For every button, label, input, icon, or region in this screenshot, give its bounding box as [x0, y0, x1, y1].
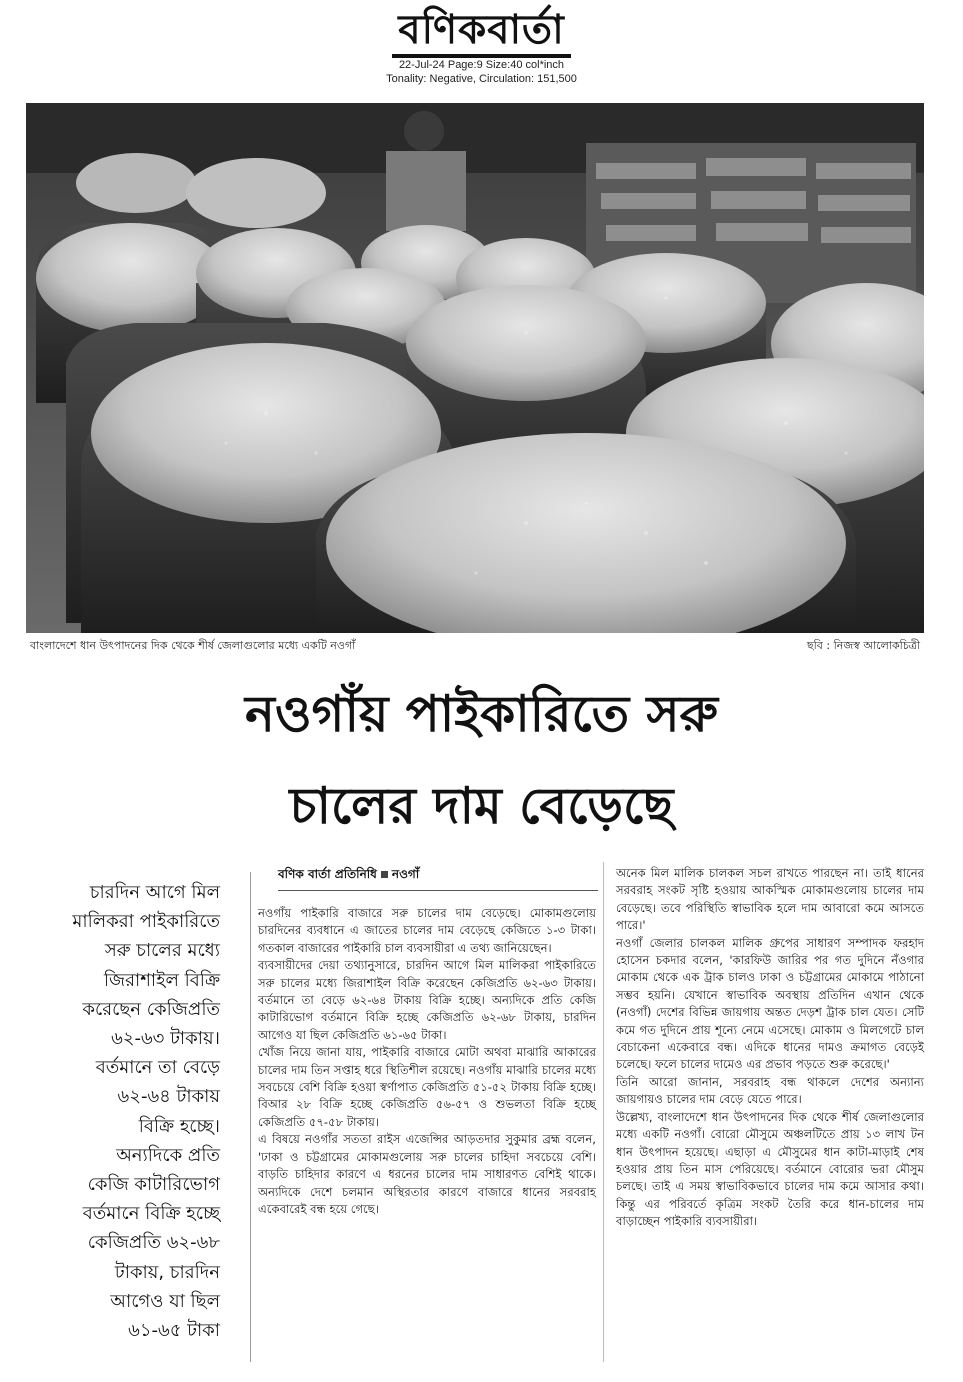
article-column-1 [258, 905, 596, 1218]
pull-quote-line: বিক্রি হচ্ছে। [138, 1115, 220, 1137]
photo-credit: ছবি : নিজস্ব আলোকচিত্রী [806, 639, 920, 652]
byline-reporter: বণিক বার্তা প্রতিনিধি [278, 867, 377, 881]
clipping-meta-line-1: 22-Jul-24 Page:9 Size:40 col*inch [398, 59, 565, 71]
byline [278, 866, 598, 891]
column-divider [603, 862, 604, 1362]
pull-quote-line: সরু চালের মধ্যে [104, 940, 220, 962]
byline-location: নওগাঁ [391, 867, 420, 881]
news-photo [26, 103, 924, 633]
pull-quote-line: জিরাশাইল বিক্রি [103, 969, 220, 991]
pull-quote-line: মালিকরা পাইকারিতে [72, 911, 220, 933]
pull-quote-line: অন্যদিকে প্রতি [116, 1144, 220, 1166]
pull-quote-line: ৬২-৬৪ টাকায় [117, 1086, 220, 1108]
article-paragraph: অনেক মিল মালিক চালকল সচল রাখতে পারছেন না। তাই ধানের সরবরাহ সংকট সৃষ্টি হওয়ায় আকস্মিক মোকামগুলোয় চালের দাম বেড়েছে। তবে পরিস্থিতি স্বাভাবিক হলে দাম আবারো কমে আসতে পারে।' [616, 866, 924, 933]
article-paragraph: নওগাঁয় পাইকারি বাজারে সরু চালের দাম বেড়েছে। মোকামগুলোয় চারদিনের ব্যবধানে এ জাতের চালের দাম বেড়েছে কেজিতে ১-৩ টাকা। গতকাল বাজারের পাইকারি চাল ব্যবসায়ীরা এ তথ্য জানিয়েছেন। [258, 906, 596, 955]
headline-line-1: নওগাঁয় পাইকারিতে সরু [245, 685, 718, 743]
pull-quote [22, 878, 220, 1345]
pull-quote-line: করেছেন কেজিপ্রতি [82, 998, 220, 1020]
headline-line-2: চালের দাম বেড়েছে [289, 777, 674, 835]
pull-quote-line: কেজিপ্রতি ৬২-৬৮ [87, 1232, 220, 1254]
pull-quote-line: টাকায়, চারদিন [114, 1261, 220, 1283]
article-column-2 [616, 865, 924, 1231]
pull-quote-line: ৬১-৬৫ টাকা [128, 1320, 220, 1342]
photo-caption-row [26, 636, 924, 656]
pull-quote-line: বর্তমানে তা বেড়ে [95, 1057, 220, 1079]
newspaper-logo: বণিকবার্তা [392, 6, 570, 58]
column-divider [250, 872, 251, 1362]
article-paragraph: তিনি আরো জানান, সরবরাহ বন্ধ থাকলে দেশের অন্যান্য জায়গায়ও চালের দাম বেড়ে যেতে পারে। [616, 1074, 924, 1107]
headline [20, 668, 943, 852]
pull-quote-line: কেজি কাটারিভোগ [87, 1174, 220, 1196]
rice-sacks-photo [26, 103, 924, 633]
pull-quote-line: বর্তমানে বিক্রি হচ্ছে [82, 1203, 220, 1225]
article-paragraph: ব্যবসায়ীদের দেয়া তথ্যানুসারে, চারদিন আগে মিল মালিকরা পাইকারিতে সরু চালের মধ্যে জিরাশাইল বিক্রি করেছেন কেজিপ্রতি ৬২-৬৩ টাকায়। বর্তমানে তা বেড়ে ৬২-৬৪ টাকায় বিক্রি হচ্ছে। অন্যদিকে প্রতি কেজি কাটারিভোগ বর্তমানে বিক্রি হচ্ছে কেজিপ্রতি ৬২-৬৮ টাকায়, চারদিন আগেও যা ছিল কেজিপ্রতি ৬১-৬৫ টাকা। [258, 958, 596, 1042]
article-paragraph: উল্লেখ্য, বাংলাদেশে ধান উৎপাদনের দিক থেকে শীর্ষ জেলাগুলোর মধ্যে একটি নওগাঁ। বোরো মৌসুমে অঞ্চলটিতে প্রায় ১৩ লাখ টন ধান উৎপাদন হয়েছে। এছাড়া এ মৌসুমের ধান কাটা-মাড়াই শেষ হওয়ার প্রায় তিন মাস পেরিয়েছে। বর্তমানে বোরোর ভরা মৌসুম চলছে। তাই এ সময় স্বাভাবিকভাবে চালের দাম কমে আসার কথা। কিন্তু এর পরিবর্তে কৃত্রিম সংকট তৈরি করে ধান-চালের দাম বাড়াচ্ছেন পাইকারি ব্যবসায়ীরা। [616, 1109, 924, 1229]
masthead [0, 6, 963, 86]
pull-quote-line: আগেও যা ছিল [110, 1290, 220, 1312]
square-bullet-icon [381, 871, 388, 878]
clipping-meta-line-2: Tonality: Negative, Circulation: 151,500 [386, 73, 577, 85]
article-paragraph: এ বিষয়ে নওগাঁর সততা রাইস এজেন্সির আড়তদার সুকুমার ব্রহ্ম বলেন, 'ঢাকা ও চট্টগ্রামের মোকামগুলোয় সরু চালের চাহিদা সবচেয়ে বেশি। বাড়তি চাহিদার কারণে এ ধরনের চালের দাম সাধারণত বেশিই থাকে। অন্যদিকে দেশে চলমান অস্থিরতার কারণে বাজারে ধানের সরবরাহ একেবারেই বন্ধ হয়ে গেছে। [258, 1132, 596, 1216]
photo-caption: বাংলাদেশে ধান উৎপাদনের দিক থেকে শীর্ষ জেলাগুলোর মধ্যে একটি নওগাঁ [30, 639, 356, 652]
article-paragraph: খোঁজ নিয়ে জানা যায়, পাইকারি বাজারে মোটা অথবা মাঝারি আকারের চালের দাম তিন সপ্তাহ ধরে স্থিতিশীল রয়েছে। নওগাঁয় মাঝারি চালের মধ্যে সবচেয়ে বেশি বিক্রি হওয়া স্বর্ণাপাত কেজিপ্রতি ৫১-৫২ টাকায় বিক্রি হচ্ছে। বিআর ২৮ বিক্রি হচ্ছে কেজিপ্রতি ৫৬-৫৭ ও শুভলতা বিক্রি হচ্ছে কেজিপ্রতি ৫৭-৫৮ টাকায়। [258, 1045, 596, 1129]
pull-quote-line: চারদিন আগে মিল [89, 882, 220, 903]
pull-quote-line: ৬২-৬৩ টাকায়। [111, 1028, 220, 1050]
article-paragraph: নওগাঁ জেলার চালকল মালিক গ্রুপের সাধারণ সম্পাদক ফরহাদ হোসেন চকদার বলেন, 'কারফিউ জারির পর গত দুদিনে নঁওগার মোকাম থেকে এক ট্রাক চালও ঢাকা ও চট্টগ্রামের মোকামে পাঠানো সম্ভব হয়নি। যেখানে স্বাভাবিক অবস্থায় প্রতিদিন এখান থেকে (নওগাঁ) দেশের বিভিন্ন জায়গায় অন্তত দেড়শ ট্রাক চাল যেত। সেটি কমে গত দুদিনে প্রায় শূন্যে নেমে এসেছে। মোকাম ও মিলগেটে চাল বেচাকেনা একেবারে বন্ধ। এদিকে ধানের দামও ক্রমাগত বেড়েই চলেছে। ফলে চালের দামেও এর প্রভাব পড়তে শুরু করেছে।' [616, 935, 924, 1072]
